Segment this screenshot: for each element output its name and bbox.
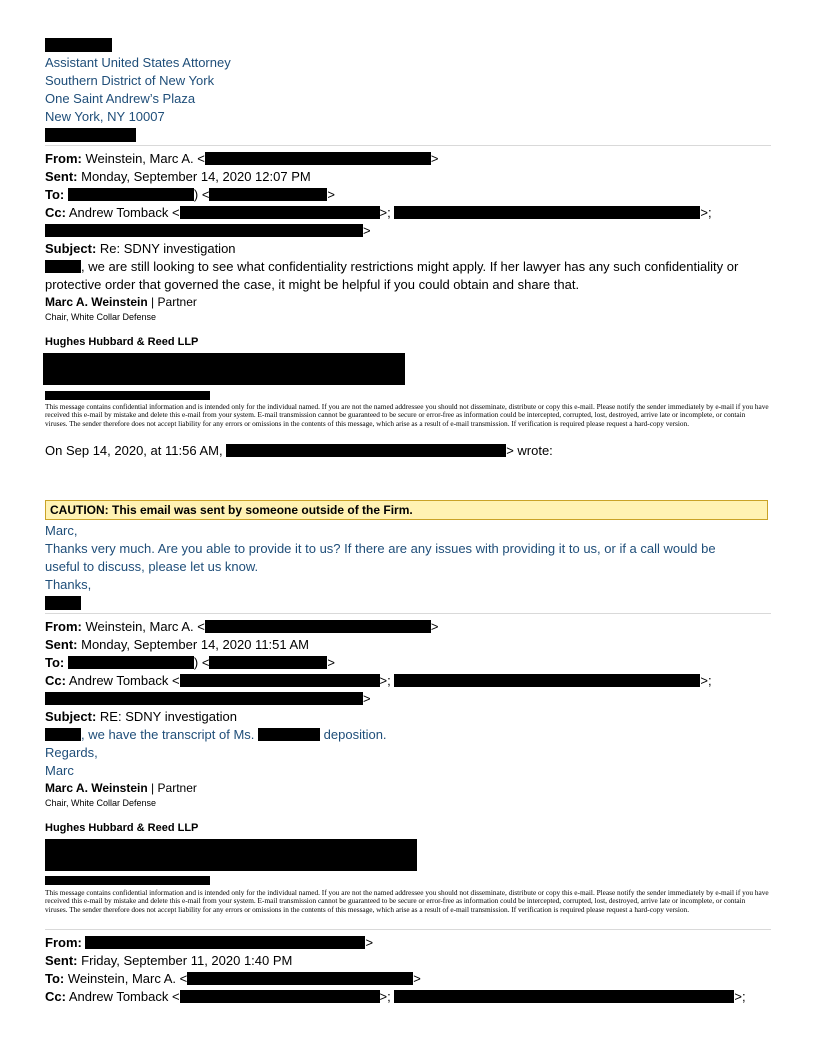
- from-value: Weinstein, Marc A. <: [85, 619, 205, 634]
- subject-value: Re: SDNY investigation: [99, 241, 236, 256]
- email1-sent: [45, 168, 311, 185]
- email1-sig-role: Chair, White Collar Defense: [45, 312, 157, 322]
- email1-cc: [45, 204, 712, 221]
- from-label: From:: [45, 935, 82, 950]
- sent-value: Friday, September 11, 2020 1:40 PM: [81, 953, 293, 968]
- redaction: [45, 38, 112, 52]
- reply-closing: Thanks,: [45, 577, 92, 592]
- email3-sent: [45, 952, 292, 969]
- redaction: [180, 674, 380, 687]
- redaction: [187, 972, 413, 985]
- sig-title: Partner: [157, 781, 197, 795]
- punct: >;: [734, 989, 746, 1004]
- email1-body-line2: protective order that governed the case, it might be helpful if you could obtain and share that.: [45, 277, 580, 292]
- body-text: deposition.: [323, 727, 387, 742]
- body-text: , we are still looking to see what confidentiality restrictions might apply. If her lawyer has any such confidentiality or: [81, 259, 739, 274]
- redaction: [394, 674, 700, 687]
- punct: |: [151, 295, 155, 309]
- email1-subject: [45, 240, 236, 257]
- punct: >: [430, 619, 439, 634]
- to-value: Weinstein, Marc A. <: [67, 971, 188, 986]
- sent-value: Monday, September 14, 2020 11:51 AM: [81, 637, 310, 652]
- sig-name: Marc A. Weinstein: [45, 781, 148, 795]
- redaction: [205, 620, 431, 633]
- reply-line2: useful to discuss, please let us know.: [45, 559, 259, 574]
- punct: >;: [379, 205, 391, 220]
- redaction: [45, 260, 81, 273]
- punct: >: [365, 935, 374, 950]
- redaction: [68, 656, 194, 669]
- subject-label: Subject:: [45, 241, 97, 256]
- redaction: [180, 206, 380, 219]
- redaction: [45, 596, 81, 610]
- subject-value: RE: SDNY investigation: [99, 709, 237, 724]
- redaction: [68, 188, 194, 201]
- email3-from: [45, 934, 373, 951]
- from-label: From:: [45, 151, 82, 166]
- email1-disclaimer: This message contains confidential information and is intended only for the individual named. If you are not the named addressee you should not disseminate, distribute or copy this e-mail. Please notify the sender immediately by e-mail if you have received this e-mail by mistake and delete this e-mail from your system. E-mail transmission cannot be guaranteed to be secure or error-free as information could be intercepted, corrupted, lost, destroyed, arrive late or incomplete, or contain viruses. The sender therefore does not accept liability for any errors or omissions in the contents of this message, which arise as a result of e-mail transmission. If verification is required please request a hard-copy version.: [45, 402, 769, 428]
- redaction: [85, 936, 365, 949]
- cc-label: Cc:: [45, 673, 66, 688]
- from-value: Weinstein, Marc A. <: [85, 151, 205, 166]
- email2-sig-role: Chair, White Collar Defense: [45, 798, 157, 808]
- email1-body-line1: [45, 258, 738, 275]
- email2-from: [45, 618, 438, 635]
- sig-title: Partner: [157, 295, 197, 309]
- punct: >;: [379, 673, 391, 688]
- email1-sig-firm: Hughes Hubbard & Reed LLP: [45, 336, 199, 348]
- redaction: [45, 839, 417, 871]
- sig-city: New York, NY 10007: [45, 109, 165, 124]
- sent-value: Monday, September 14, 2020 12:07 PM: [81, 169, 311, 184]
- divider: [45, 145, 771, 146]
- email2-disclaimer: This message contains confidential information and is intended only for the individual named. If you are not the named addressee you should not disseminate, distribute or copy this e-mail. Please notify the sender immediately by e-mail if you have received this e-mail by mistake and delete this e-mail from your system. E-mail transmission cannot be guaranteed to be secure or error-free as information could be intercepted, corrupted, lost, destroyed, arrive late or incomplete, or contain viruses. The sender therefore does not accept liability for any errors or omissions in the contents of this message, which arise as a result of e-mail transmission. If verification is required please request a hard-copy version.: [45, 888, 769, 914]
- email2-cc-cont: [45, 690, 371, 707]
- caution-banner: [45, 500, 768, 520]
- redaction: [45, 692, 363, 705]
- cc-value: Andrew Tomback <: [68, 673, 180, 688]
- email1-wrote: [45, 442, 553, 459]
- sent-label: Sent:: [45, 169, 78, 184]
- email2-sig-firm: Hughes Hubbard & Reed LLP: [45, 822, 199, 834]
- punct: >: [363, 691, 371, 706]
- email2-body: [45, 726, 387, 743]
- redaction: [209, 188, 327, 201]
- email3-cc: [45, 988, 746, 1005]
- email2-cc: [45, 672, 712, 689]
- cc-label: Cc:: [45, 989, 66, 1004]
- sig-title: Assistant United States Attorney: [45, 55, 231, 70]
- punct: ) <: [193, 655, 210, 670]
- reply-greeting: Marc,: [45, 523, 78, 538]
- redaction: [258, 728, 320, 741]
- punct: >: [430, 151, 439, 166]
- email1-sig-name: [45, 294, 197, 311]
- wrote-prefix: On Sep 14, 2020, at 11:56 AM,: [45, 443, 223, 458]
- email3-to: [45, 970, 421, 987]
- to-label: To:: [45, 655, 65, 670]
- sig-office: Southern District of New York: [45, 73, 215, 88]
- reply-line1: Thanks very much. Are you able to provide it to us? If there are any issues with providing it to us, or if a call would be: [45, 541, 716, 556]
- cc-value: Andrew Tomback <: [68, 989, 180, 1004]
- redaction: [209, 656, 327, 669]
- caution-text: CAUTION: This email was sent by someone outside of the Firm.: [50, 503, 413, 517]
- redaction: [180, 990, 380, 1003]
- email2-name-short: Marc: [45, 763, 74, 778]
- redaction: [45, 391, 210, 400]
- wrote-suffix: > wrote:: [506, 443, 553, 458]
- punct: >: [363, 223, 371, 238]
- sent-label: Sent:: [45, 953, 78, 968]
- redaction: [205, 152, 431, 165]
- punct: ) <: [193, 187, 210, 202]
- sig-street: One Saint Andrew’s Plaza: [45, 91, 196, 106]
- punct: >;: [379, 989, 391, 1004]
- cc-value: Andrew Tomback <: [68, 205, 180, 220]
- punct: >;: [700, 205, 712, 220]
- sig-name: Marc A. Weinstein: [45, 295, 148, 309]
- redaction: [45, 728, 81, 741]
- email2-regards: Regards,: [45, 745, 98, 760]
- punct: >: [327, 187, 336, 202]
- divider: [45, 613, 771, 614]
- redaction: [394, 206, 700, 219]
- sent-label: Sent:: [45, 637, 78, 652]
- email1-from: [45, 150, 438, 167]
- from-label: From:: [45, 619, 82, 634]
- email2-sig-name: [45, 780, 197, 797]
- subject-label: Subject:: [45, 709, 97, 724]
- redaction: [45, 224, 363, 237]
- email2-subject: [45, 708, 237, 725]
- body-text: , we have the transcript of Ms.: [81, 727, 255, 742]
- redaction: [43, 353, 405, 385]
- divider: [45, 929, 771, 930]
- punct: >: [413, 971, 421, 986]
- redaction: [45, 128, 136, 142]
- email2-sent: [45, 636, 309, 653]
- email2-to: [45, 654, 335, 671]
- cc-label: Cc:: [45, 205, 66, 220]
- punct: >;: [700, 673, 712, 688]
- redaction: [226, 444, 506, 457]
- punct: |: [151, 781, 155, 795]
- redaction: [45, 876, 210, 885]
- email1-cc-cont: [45, 222, 371, 239]
- to-label: To:: [45, 187, 65, 202]
- punct: >: [327, 655, 336, 670]
- redaction: [394, 990, 734, 1003]
- to-label: To:: [45, 971, 65, 986]
- email1-to: [45, 186, 335, 203]
